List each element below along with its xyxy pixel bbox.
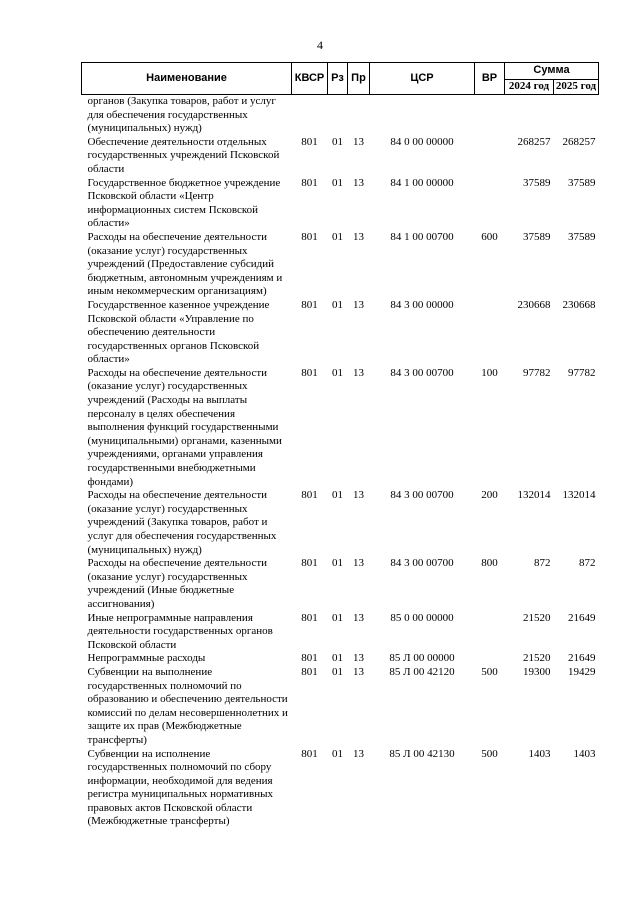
row-sum-2025: 97782 xyxy=(568,366,596,379)
row-name: Государственное казенное учреждение Псковской области «Управление по обеспечению деятельности государственных органов Псковской области» xyxy=(87,298,270,366)
row-name: Субвенции на исполнение государственных полномочий по сбору информации, необходимой для ведения регистра муниципальных нормативных правовых актов Псковской области (Межбюджетные трансферты) xyxy=(87,747,274,828)
row-sum-2024: 872 xyxy=(534,557,551,570)
row-kvsr: 801 xyxy=(301,652,318,665)
table-row xyxy=(82,557,599,611)
row-vr: 600 xyxy=(481,230,498,243)
col-header-rz: Рз xyxy=(328,63,348,95)
row-sum-2025: 1403 xyxy=(573,747,596,760)
row-sum-2024: 1403 xyxy=(528,747,551,760)
row-name: Расходы на обеспечение деятельности (оказание услуг) государственных учреждений (Расходы на выплаты персоналу в целях обеспечения выполнения функций государственными (муниципальными) органами, казенными учреждениями, органами управления государственными внебюджетными фондами) xyxy=(87,366,282,488)
row-sum-2025: 37589 xyxy=(568,176,596,189)
row-csr: 84 3 00 00000 xyxy=(390,298,454,311)
row-pr: 13 xyxy=(353,557,364,570)
row-rz: 01 xyxy=(332,366,343,379)
row-rz: 01 xyxy=(332,135,343,148)
row-csr: 85 Л 00 42130 xyxy=(389,747,455,760)
row-vr: 500 xyxy=(481,665,498,678)
row-name: Расходы на обеспечение деятельности (оказание услуг) государственных учреждений (Иные бюджетные ассигнования) xyxy=(87,557,268,610)
row-vr xyxy=(475,612,505,653)
row-name: Государственное бюджетное учреждение Псковской области «Центр информационных систем Псковской области» xyxy=(87,176,281,230)
row-rz: 01 xyxy=(332,298,343,311)
row-csr: 85 Л 00 42120 xyxy=(389,665,455,678)
row-rz: 01 xyxy=(332,747,343,760)
table-row xyxy=(82,95,599,136)
row-kvsr: 801 xyxy=(301,747,318,760)
row-name: органов (Закупка товаров, работ и услуг для обеспечения государственных (муниципальных) нужд) xyxy=(87,95,276,135)
row-csr xyxy=(370,95,475,136)
row-pr: 13 xyxy=(353,176,364,189)
row-pr: 13 xyxy=(353,298,364,311)
table-row xyxy=(82,367,599,489)
row-csr: 84 3 00 00700 xyxy=(390,557,454,570)
page-number: 4 xyxy=(317,38,323,52)
row-vr xyxy=(475,136,505,177)
row-rz: 01 xyxy=(332,652,343,665)
col-header-2025: 2025 год xyxy=(554,80,599,95)
row-rz: 01 xyxy=(332,489,343,502)
row-csr: 84 1 00 00000 xyxy=(390,176,454,189)
row-sum-2025: 230668 xyxy=(562,298,596,311)
row-rz: 01 xyxy=(332,557,343,570)
table-row xyxy=(82,666,599,748)
row-name: Расходы на обеспечение деятельности (оказание услуг) государственных учреждений (Закупка товаров, работ и услуг для обеспечения государственных (муниципальных) нужд) xyxy=(87,489,277,556)
row-pr: 13 xyxy=(353,489,364,502)
row-vr: 200 xyxy=(481,489,498,502)
row-pr: 13 xyxy=(353,611,364,624)
row-kvsr: 801 xyxy=(301,298,318,311)
row-csr: 84 3 00 00700 xyxy=(390,366,454,379)
row-name: Обеспечение деятельности отдельных государственных учреждений Псковской области xyxy=(87,135,280,175)
row-vr: 100 xyxy=(481,366,498,379)
row-csr: 85 Л 00 00000 xyxy=(389,652,455,665)
row-sum-2024: 19300 xyxy=(523,665,551,678)
table-row xyxy=(82,748,599,830)
row-sum-2024: 97782 xyxy=(523,366,551,379)
row-sum-2024: 132014 xyxy=(517,489,551,502)
row-name: Расходы на обеспечение деятельности (оказание услуг) государственных учреждений (Предоставление субсидий бюджетным, автономным учреждениям и иным некоммерческим организациям) xyxy=(87,230,283,298)
row-sum-2025: 21649 xyxy=(568,611,596,624)
row-rz: 01 xyxy=(332,176,343,189)
row-sum-2025: 268257 xyxy=(562,135,596,148)
row-csr: 84 1 00 00700 xyxy=(390,230,454,243)
row-kvsr: 801 xyxy=(301,665,318,678)
row-csr: 85 0 00 00000 xyxy=(390,611,454,624)
row-kvsr xyxy=(292,95,328,136)
row-name: Непрограммные расходы xyxy=(87,652,206,665)
row-sum-2024: 21520 xyxy=(523,652,551,665)
table-row xyxy=(82,652,599,666)
row-vr xyxy=(475,95,505,136)
row-sum-2025 xyxy=(554,95,599,136)
row-pr: 13 xyxy=(353,665,364,678)
row-vr xyxy=(475,177,505,231)
table-row xyxy=(82,136,599,177)
row-kvsr: 801 xyxy=(301,176,318,189)
col-header-pr: Пр xyxy=(348,63,370,95)
col-header-csr: ЦСР xyxy=(370,63,475,95)
table-row xyxy=(82,489,599,557)
row-name: Иные непрограммные направления деятельности государственных органов Псковской области xyxy=(87,611,273,651)
row-csr: 84 3 00 00700 xyxy=(390,489,454,502)
row-kvsr: 801 xyxy=(301,489,318,502)
row-sum-2024: 230668 xyxy=(517,298,551,311)
row-sum-2025: 21649 xyxy=(568,652,596,665)
row-sum-2024: 21520 xyxy=(523,611,551,624)
row-kvsr: 801 xyxy=(301,611,318,624)
row-sum-2024: 37589 xyxy=(523,230,551,243)
row-sum-2024 xyxy=(505,95,554,136)
row-kvsr: 801 xyxy=(301,557,318,570)
row-pr: 13 xyxy=(353,366,364,379)
row-sum-2024: 268257 xyxy=(517,135,551,148)
row-rz: 01 xyxy=(332,665,343,678)
row-name: Субвенции на выполнение государственных полномочий по образованию и обеспечению деятельности комиссий по делам несовершеннолетних и защите их прав (Межбюджетные трансферты) xyxy=(87,665,288,746)
row-sum-2024: 37589 xyxy=(523,176,551,189)
row-sum-2025: 132014 xyxy=(562,489,596,502)
col-header-2024: 2024 год xyxy=(505,80,554,95)
col-header-name: Наименование xyxy=(82,63,292,95)
row-rz: 01 xyxy=(332,611,343,624)
row-sum-2025: 37589 xyxy=(568,230,596,243)
row-rz: 01 xyxy=(332,230,343,243)
table-row xyxy=(82,231,599,299)
row-pr xyxy=(348,95,370,136)
row-pr: 13 xyxy=(353,230,364,243)
col-header-vr: ВР xyxy=(475,63,505,95)
row-sum-2025: 872 xyxy=(579,557,596,570)
row-vr xyxy=(475,299,505,367)
col-header-sum: Сумма xyxy=(505,63,599,80)
row-vr: 500 xyxy=(481,747,498,760)
row-pr: 13 xyxy=(353,135,364,148)
budget-table xyxy=(81,62,599,829)
row-pr: 13 xyxy=(353,747,364,760)
table-row xyxy=(82,299,599,367)
row-vr: 800 xyxy=(481,557,498,570)
table-row xyxy=(82,612,599,653)
row-vr xyxy=(475,652,505,666)
row-csr: 84 0 00 00000 xyxy=(390,135,454,148)
row-sum-2025: 19429 xyxy=(568,665,596,678)
row-pr: 13 xyxy=(353,652,364,665)
row-kvsr: 801 xyxy=(301,135,318,148)
col-header-kvsr: КВСР xyxy=(292,63,328,95)
row-kvsr: 801 xyxy=(301,366,318,379)
row-rz xyxy=(328,95,348,136)
table-row xyxy=(82,177,599,231)
row-kvsr: 801 xyxy=(301,230,318,243)
